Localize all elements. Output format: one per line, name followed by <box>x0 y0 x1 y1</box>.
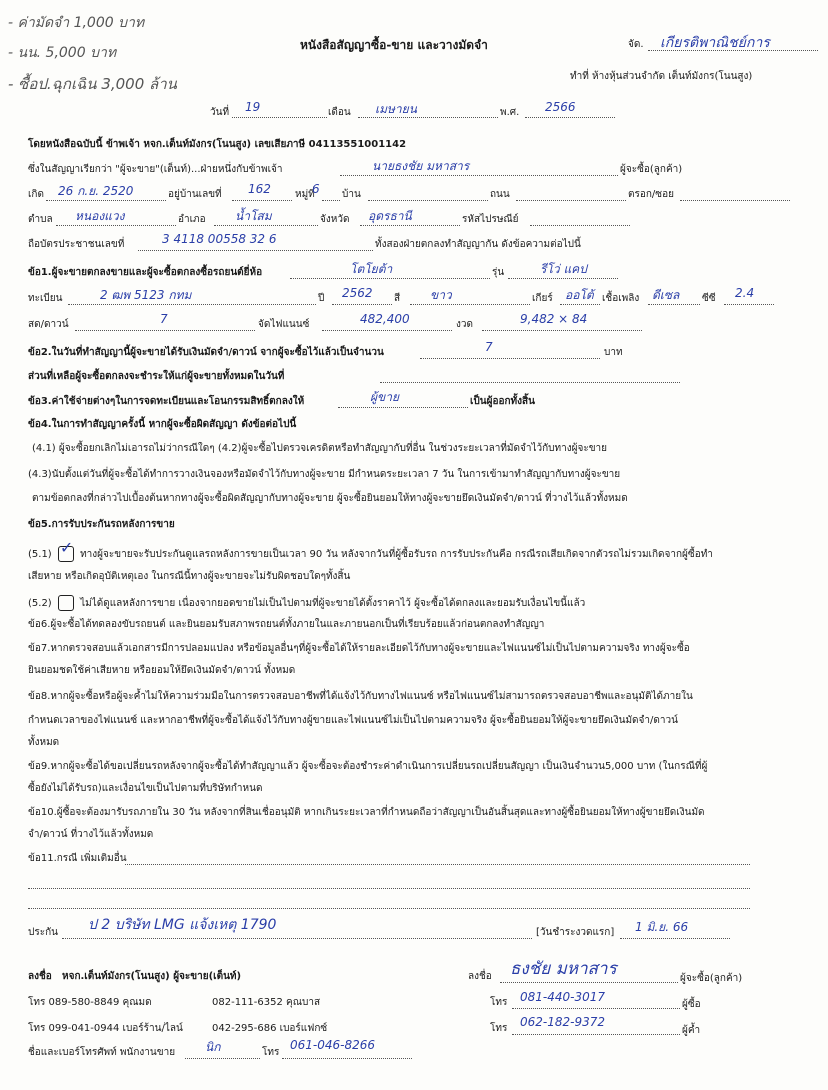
contract-page: - ค่ามัดจำ 1,000 บาท - นน. 5,000 บาท - ซื้อป.ฉุกเฉิน 3,000 ล้าน หนังสือสัญญาซื้อ-ขาย และวางมัดจำ จัด. เกียรติพาณิชย์การ ทำที่ ห้างหุ้นส่วนจำกัด เต็นท์มังกร(โนนสูง) วันที่ 19 เดือน เมษายน พ.ศ. 2566 โดยหนังสือฉบับนี้ ข้าพเจ้า หจก.เต็นท์มังกร(โนนสูง) เลขเสียภาษี 04113551001142 ซึ่งในสัญญาเรียกว่า "ผู้จะขาย"(เต็นท์)...ฝ่ายหนึ่งกับข้าพเจ้า นายธงชัย มหาสาร ผู้จะซื้อ(ลูกค้า) เกิด 26 ก.ย. 2520 อยู่บ้านเลขที่ 162 หมู่ที่ 6 บ้าน ถนน ตรอก/ซอย ตำบล หนองแวง อำเภอ น้ำโสม จังหวัด อุดรธานี รหัสไปรษณีย์ ถือบัตรประชาชนเลขที่ 3 4118 00558 32 6 ทั้งสองฝ่ายตกลงทำสัญญากัน ดังข้อความต่อไปนี้ ข้อ1.ผู้จะขายตกลงขายและผู้จะซื้อตกลงซื้อรถยนต์ยี่ห้อ โตโยต้า รุ่น รีโว่ แคป ทะเบียน 2 ฒพ 5123 กทม ปี 2562 สี ขาว เกียร์ ออโต้ เชื้อเพลิง ดีเซล ซีซี 2.4 สด/ดาวน์ 7 จัดไฟแนนซ์ 482,400 งวด 9,482 × 84 ข้อ2.ในวันที่ทำสัญญานี้ผู้จะขายได้รับเงินมัดจำ/ดาวน์ จากผู้จะซื้อไว้แล้วเป็นจำนวน 7 บาท ส่วนที่เหลือผู้จะซื้อตกลงจะชำระให้แก่ผู้จะขายทั้งหมดในวันที่ ข้อ3.ค่าใช้จ่ายต่างๆในการจดทะเบียนและโอนกรรมสิทธิ์ตกลงให้ ผู้ขาย เป็นผู้ออกทั้งสิ้น ข้อ4.ในการทำสัญญาครั้งนี้ หากผู้จะซื้อผิดสัญญา ดังข้อต่อไปนี้ (4.1) ผู้จะซื้อยกเลิกไม่เอารถไม่ว่ากรณีใดๆ (4.2)ผู้จะซื้อไปตรวจเครดิตหรือทำสัญญากับที่อื่น ในช่วงระยะเวลาที่มัดจำไว้กับทางผู้จะขาย (4.3)นับตั้งแต่วันที่ผู้จะซื้อได้ทำการวางเงินจองหรือมัดจำไว้กับทางผู้จะขาย มีกำหนดระยะเวลา 7 วัน ในการเข้ามาทำสัญญากับทางผู้จะขาย ตามข้อตกลงที่กล่าวไปเบื้องต้นหากทางผู้จะซื้อผิดสัญญากับทางผู้จะขาย ผู้จะซื้อยินยอมให้ทางผู้จะขายยึดเงินมัดจำ/ดาวน์ ที่วางไว้แล้วทั้งหมด ข้อ5.การรับประกันรถหลังการขาย (5.1) ✓ ทางผู้จะขายจะรับประกันดูแลรถหลังการขายเป็นเวลา 90 วัน หลังจากวันที่ผู้ซื้อรับรถ การรับประกันคือ กรณีรถเสียเกิดจากตัวรถไม่รวมเกิดจากผู้ซื้อทำ เสียหาย หรือเกิดอุบัติเหตุเอง ในกรณีนี้ทางผู้จะขายจะไม่รับผิดชอบใดๆทั้งสิ้น (5.2) ไม่ได้ดูแลหลังการขาย เนื่องจากยอดขายไม่เป็นไปตามที่ผู้จะขายได้ตั้งราคาไว้ ผู้จะซื้อได้ตกลงและยอมรับเงื่อนไขนี้แล้ว ข้อ6.ผู้จะซื้อได้ทดลองขับรถยนต์ และยินยอมรับสภาพรถยนต์ทั้งภายในและภายนอกเป็นที่เรียบร้อยแล้วก่อนตกลงทำสัญญา ข้อ7.หากตรวจสอบแล้วเอกสารมีการปลอมแปลง หรือข้อมูลอื่นๆที่ผู้จะซื้อได้ให้รายละเอียดไว้กับทางผู้จะขายและไฟแนนซ์ไม่เป็นไปตามความจริง ทางผู้จะซื้อ ยินยอมชดใช้ค่าเสียหาย หรือยอมให้ยึดเงินมัดจำ/ดาวน์ ทั้งหมด ข้อ8.หากผู้จะซื้อหรือผู้จะค้ำไม่ให้ความร่วมมือในการตรวจสอบอาชีพที่ได้แจ้งไว้กับทางไฟแนนซ์ หรือไฟแนนซ์ไม่สามารถตรวจสอบอาชีพและอนุมัติได้ภายใน กำหนดเวลาของไฟแนนซ์ และหากอาชีพที่ผู้จะซื้อได้แจ้งไว้กับทางผู้ขายและไฟแนนซ์ไม่เป็นไปตามความจริง ผู้จะซื้อยินยอมให้ผู้จะขายยึดเงินมัดจำ/ดาวน์ ทั้งหมด ข้อ9.หากผู้จะซื้อได้ขอเปลี่ยนรถหลังจากผู้จะซื้อได้ทำสัญญาแล้ว ผู้จะซื้อจะต้องชำระค่าดำเนินการเปลี่ยนรถเปลี่ยนสัญญา เป็นเงินจำนวน5,000 บาท (ในกรณีที่ผู้ ซื้อยังไม่ได้รับรถ)และเงื่อนไขเป็นไปตามที่บริษัทกำหนด ข้อ10.ผู้ซื้อจะต้องมารับรถภายใน 30 วัน หลังจากที่สินเชื่ออนุมัติ หากเกินระยะเวลาที่กำหนดถือว่าสัญญาเป็นอันสิ้นสุดและทางผู้ซื้อยินยอมให้ทางผู้ขายยึดเงินมัด จำ/ดาวน์ ที่วางไว้แล้วทั้งหมด ข้อ11.กรณี เพิ่มเติมอื่น ประกัน ป 2 บริษัท LMG แจ้งเหตุ 1790 [วันชำระงวดแรก] 1 มิ.ย. 66 ลงชื่อ หจก.เต็นท์มังกร(โนนสูง) ผู้จะขาย(เต็นท์) ลงชื่อ ธงชัย มหาสาร ผู้จะซื้อ(ลูกค้า) โทร 089-580-8849 คุณมด 082-111-6352 คุณบาส โทร 081-440-3017 ผู้ซื้อ โทร 099-041-0944 เบอร์ร้าน/ไลน์ 042-295-686 เบอร์แฟกซ์ โทร 062-182-9372 ผู้ค้ำ ชื่อและเบอร์โทรศัพท์ พนักงานขาย นิก โทร 061-046-8266 <box>0 0 828 1090</box>
province: อุดรธานี <box>368 209 412 223</box>
car-color: ขาว <box>430 288 452 302</box>
car-year: 2562 <box>342 286 373 300</box>
guarantor-tel: 062-182-9372 <box>520 1015 606 1029</box>
birth-date: 26 ก.ย. 2520 <box>58 184 134 198</box>
checkbox-5-2[interactable] <box>58 595 74 611</box>
buyer-signature: ธงชัย มหาสาร <box>510 959 617 979</box>
fee-payer: ผู้ขาย <box>370 390 400 404</box>
company-line: ทำที่ ห้างหุ้นส่วนจำกัด เต็นท์มังกร(โนนสูง) <box>570 71 753 82</box>
tel-3: โทร 099-041-0944 เบอร์ร้าน/ไลน์ <box>28 1023 183 1034</box>
finance-amount: 482,400 <box>360 312 410 326</box>
house-number: 162 <box>248 182 271 196</box>
installment: 9,482 × 84 <box>520 312 588 326</box>
staff-name: นิก <box>205 1040 221 1054</box>
car-fuel: ดีเซล <box>652 288 680 302</box>
checkbox-5-1[interactable] <box>58 538 74 562</box>
tel-2: 082-111-6352 คุณบาส <box>212 997 321 1008</box>
date-month: เมษายน <box>375 102 417 116</box>
staff-tel: 061-046-8266 <box>290 1038 376 1052</box>
buyer-tel: 081-440-3017 <box>520 990 606 1004</box>
moo-number: 6 <box>312 182 320 196</box>
car-model: รีโว่ แคป <box>540 262 587 276</box>
check-mark-icon: ✓ <box>59 538 74 557</box>
tel-1: โทร 089-580-8849 คุณมด <box>28 997 152 1008</box>
tel-4: 042-295-686 เบอร์แฟกซ์ <box>212 1023 328 1034</box>
first-payment-date: 1 มิ.ย. 66 <box>635 920 689 934</box>
note-deposit: - ค่ามัดจำ 1,000 บาท <box>8 15 145 31</box>
intro-line: โดยหนังสือฉบับนี้ ข้าพเจ้า หจก.เต็นท์มังกร(โนนสูง) เลขเสียภาษี 04113551001142 <box>28 139 407 150</box>
date-day: 19 <box>245 100 261 114</box>
registration: 2 ฒพ 5123 กทม <box>100 288 192 302</box>
down-value: 7 <box>160 312 168 326</box>
amphoe: น้ำโสม <box>235 209 272 223</box>
car-cc: 2.4 <box>735 286 755 300</box>
car-gear: ออโต้ <box>565 288 594 302</box>
tambon: หนองแวง <box>75 209 125 223</box>
id-number: 3 4118 00558 32 6 <box>162 232 277 246</box>
note-insurance: - ซื้อป.ฉุกเฉิน 3,000 ล้าน <box>8 75 177 93</box>
deposit-amount: 7 <box>485 340 493 354</box>
document-title: หนังสือสัญญาซื้อ-ขาย และวางมัดจำ <box>300 38 488 52</box>
note-finance: - นน. 5,000 บาท <box>8 45 117 61</box>
buyer-name: นายธงชัย มหาสาร <box>372 159 470 173</box>
car-brand: โตโยต้า <box>350 262 393 276</box>
date-year: 2566 <box>545 100 576 114</box>
seller-signature: หจก.เต็นท์มังกร(โนนสูง) ผู้จะขาย(เต็นท์) <box>62 971 242 982</box>
insurance-value: ป 2 บริษัท LMG แจ้งเหตุ 1790 <box>88 917 277 933</box>
at-label: จัด. <box>628 39 644 50</box>
at-value: เกียรติพาณิชย์การ <box>660 35 770 51</box>
